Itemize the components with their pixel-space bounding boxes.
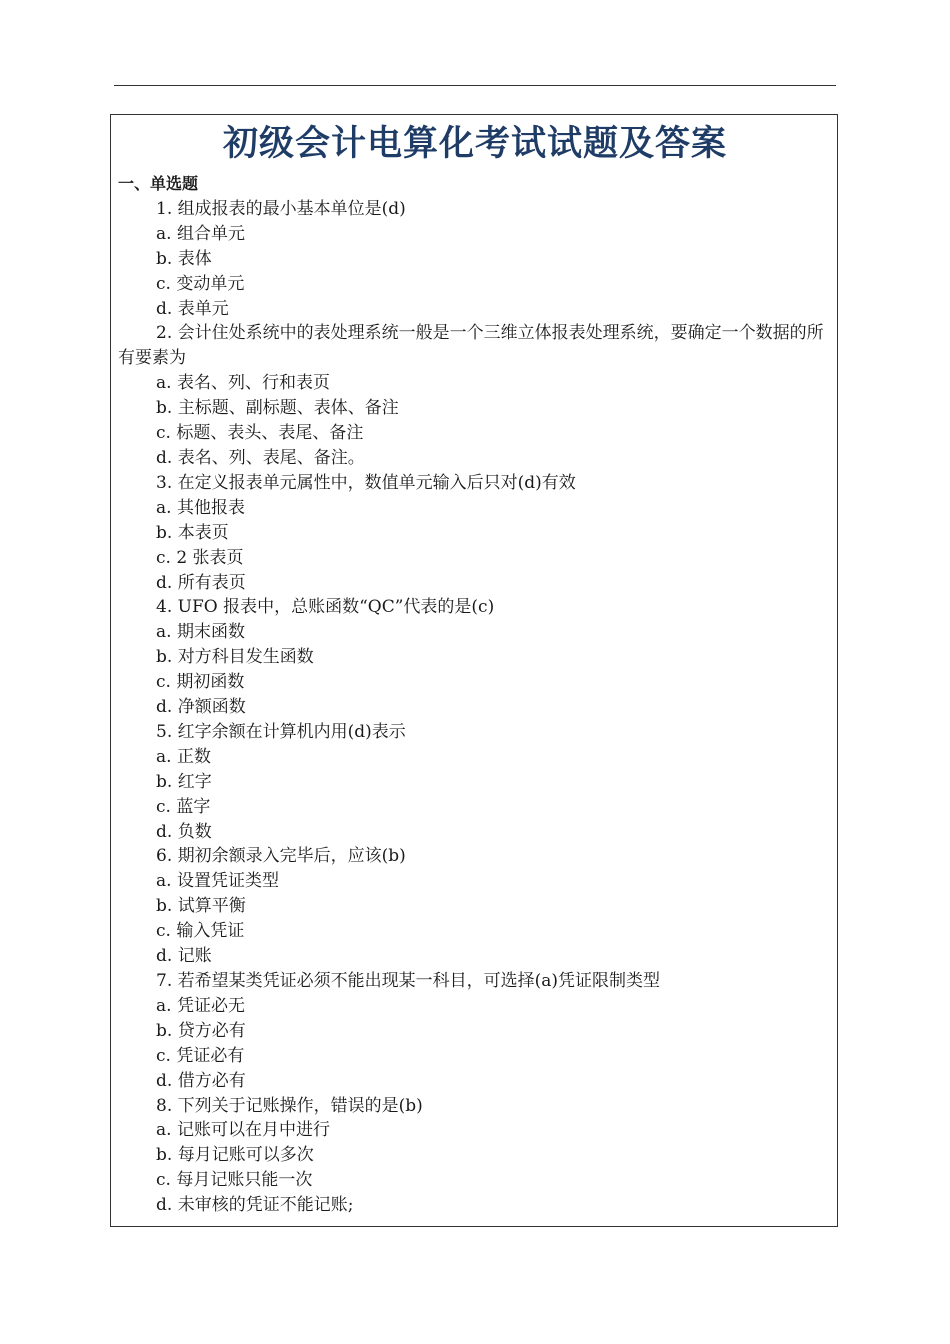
section-heading: 一、单选题 xyxy=(118,174,199,193)
option-7b: b. 贷方必有 xyxy=(156,1020,246,1041)
question-2: 2. 会计住处系统中的表处理系统一般是一个三维立体报表处理系统，要确定一个数据的所有要素为 xyxy=(118,323,824,369)
option-4c: c. 期初函数 xyxy=(156,672,245,693)
option-3c: c. 2 张表页 xyxy=(156,547,244,568)
option-3d: d. 所有表页 xyxy=(156,572,246,593)
option-6d: d. 记账 xyxy=(156,946,212,967)
option-4a: a. 期末函数 xyxy=(156,622,245,643)
question-1: 1. 组成报表的最小基本单位是(d) xyxy=(156,198,406,219)
option-5c: c. 蓝字 xyxy=(156,796,211,817)
option-8b: b. 每月记账可以多次 xyxy=(156,1145,314,1166)
option-6a: a. 设置凭证类型 xyxy=(156,871,279,892)
option-2b: b. 主标题、副标题、表体、备注 xyxy=(156,398,399,419)
option-1d: d. 表单元 xyxy=(156,298,229,319)
option-5d: d. 负数 xyxy=(156,821,212,842)
question-3: 3. 在定义报表单元属性中，数值单元输入后只对(d)有效 xyxy=(156,472,576,493)
option-2a: a. 表名、列、行和表页 xyxy=(156,373,330,394)
option-3a: a. 其他报表 xyxy=(156,497,245,518)
option-7d: d. 借方必有 xyxy=(156,1070,246,1091)
document-body xyxy=(118,171,830,1218)
question-6: 6. 期初余额录入完毕后，应该(b) xyxy=(156,846,406,867)
question-7: 7. 若希望某类凭证必须不能出现某一科目，可选择(a)凭证限制类型 xyxy=(156,971,661,991)
document-title: 初级会计电算化考试试题及答案 xyxy=(222,124,727,164)
option-8d: d. 未审核的凭证不能记账; xyxy=(156,1195,354,1216)
option-8a: a. 记账可以在月中进行 xyxy=(156,1120,330,1141)
option-7c: c. 凭证必有 xyxy=(156,1045,245,1066)
option-5b: b. 红字 xyxy=(156,771,212,792)
option-4b: b. 对方科目发生函数 xyxy=(156,647,314,668)
option-1b: b. 表体 xyxy=(156,248,212,269)
option-8c: c. 每月记账只能一次 xyxy=(156,1170,313,1191)
option-2c: c. 标题、表头、表尾、备注 xyxy=(156,423,364,444)
question-4: 4. UFO 报表中，总账函数“QC”代表的是(c) xyxy=(156,597,495,618)
option-2d: d. 表名、列、表尾、备注。 xyxy=(156,447,365,468)
option-3b: b. 本表页 xyxy=(156,522,229,543)
option-4d: d. 净额函数 xyxy=(156,697,246,718)
option-6c: c. 输入凭证 xyxy=(156,921,245,942)
option-1a: a. 组合单元 xyxy=(156,223,245,244)
option-5a: a. 正数 xyxy=(156,746,211,767)
question-5: 5. 红字余额在计算机内用(d)表示 xyxy=(156,721,406,742)
option-1c: c. 变动单元 xyxy=(156,273,245,294)
option-7a: a. 凭证必无 xyxy=(156,995,245,1016)
question-8: 8. 下列关于记账操作，错误的是(b) xyxy=(156,1095,423,1116)
option-6b: b. 试算平衡 xyxy=(156,896,246,917)
header-rule xyxy=(114,85,836,86)
